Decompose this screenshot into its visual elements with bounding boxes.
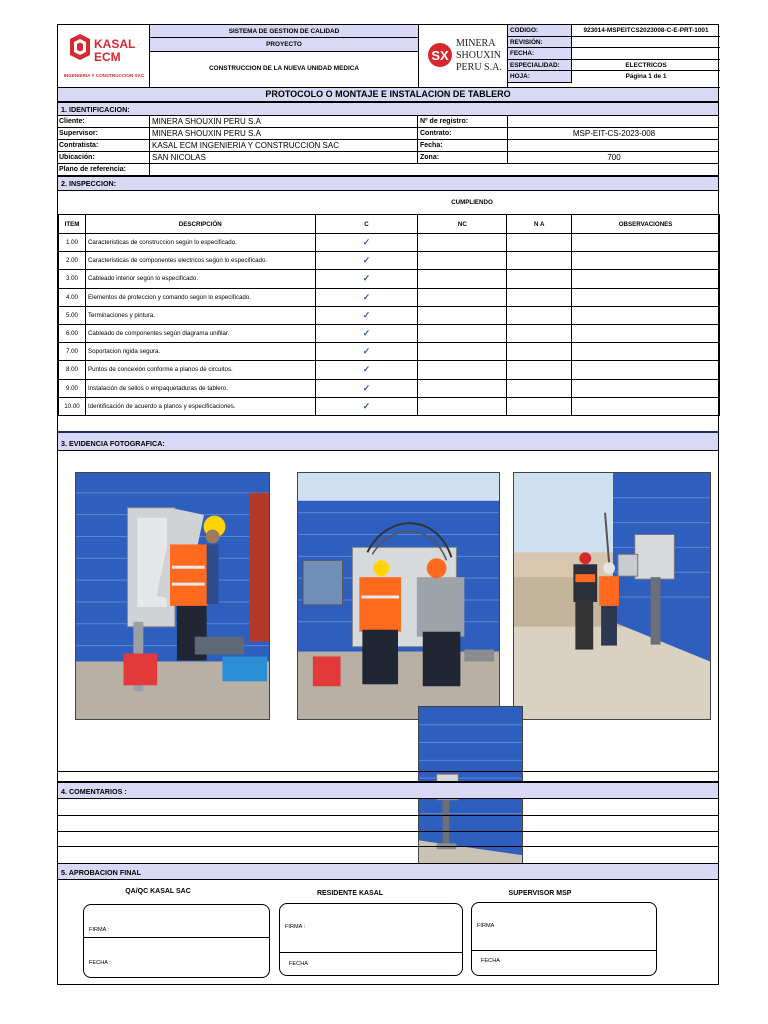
check-c[interactable] <box>315 324 418 342</box>
shouxin-logo-line3: PERU S.A. <box>456 62 502 73</box>
check-c[interactable] <box>315 288 418 306</box>
checkmark-icon: ✓ <box>362 291 371 302</box>
id-label2: Fecha: <box>418 140 508 151</box>
signature-box-residente[interactable] <box>279 903 463 976</box>
meta-date-label: FECHA: <box>508 48 572 59</box>
minera-shouxin-logo <box>418 25 508 88</box>
cumpliendo-label: CUMPLIENDO <box>451 199 493 206</box>
observacion[interactable] <box>572 397 720 415</box>
kasal-logo <box>58 25 150 88</box>
item-number: 3.00 <box>59 270 86 288</box>
meta-date-value <box>572 48 720 59</box>
item-description: Cableado interior según lo especificado. <box>85 270 315 288</box>
item-description: Instalación de sellos o empaquetaduras de tablero. <box>85 379 315 397</box>
meta-revision-label: REVISIÓN: <box>508 37 572 48</box>
check-c[interactable] <box>315 270 418 288</box>
check-nc[interactable] <box>418 397 507 415</box>
check-na[interactable] <box>507 288 572 306</box>
check-nc[interactable] <box>418 306 507 324</box>
checkmark-icon: ✓ <box>362 255 371 266</box>
shouxin-logo-line1: MINERA <box>456 38 496 49</box>
check-nc[interactable] <box>418 288 507 306</box>
item-number: 10.00 <box>59 397 86 415</box>
inspection-header-row <box>59 215 720 234</box>
meta-specialty-label: ESPECIALIDAD: <box>508 60 572 71</box>
id-value2 <box>508 140 720 151</box>
col-nc: NC <box>418 215 507 234</box>
id-row-supervisor <box>58 128 718 140</box>
check-na[interactable] <box>507 306 572 324</box>
inspection-row <box>59 288 720 306</box>
signature-line <box>84 937 269 938</box>
comment-line-2 <box>58 816 718 832</box>
document-title: PROTOCOLO O MONTAJE E INSTALACION DE TABLERO <box>58 88 718 102</box>
id-value <box>150 164 720 175</box>
id-value: KASAL ECM INGENIERIA Y CONSTRUCCION SAC <box>150 140 418 151</box>
id-value: MINERA SHOUXIN PERU S.A <box>150 128 418 139</box>
kasal-cube-icon <box>70 34 90 60</box>
check-c[interactable] <box>315 379 418 397</box>
inspection-row <box>59 270 720 288</box>
firma-label: FIRMA : <box>285 924 306 930</box>
section-inspeccion-heading: 2. INSPECCION: <box>58 176 718 191</box>
id-value2: 700 <box>607 153 621 162</box>
meta-code-value: 923014-MSPEITCS2023008-C-E-PRT-1001 <box>583 27 709 34</box>
check-nc[interactable] <box>418 234 507 252</box>
id-value2 <box>508 116 720 127</box>
comment-line-3 <box>58 832 718 847</box>
observacion[interactable] <box>572 288 720 306</box>
shouxin-logo-line2: SHOUXIN <box>456 50 501 61</box>
inspection-row <box>59 234 720 252</box>
meta-sheet-value: Página 1 de 1 <box>625 73 667 80</box>
evidence-photo-1 <box>75 472 270 720</box>
meta-revision-value <box>572 37 720 48</box>
section-evidencia-heading: 3. EVIDENCIA FOTOGRAFICA: <box>58 431 718 451</box>
col-na: N A <box>507 215 572 234</box>
observacion[interactable] <box>572 379 720 397</box>
inspection-row <box>59 252 720 270</box>
id-label2: Contrato: <box>418 128 508 139</box>
check-na[interactable] <box>507 234 572 252</box>
check-na[interactable] <box>507 343 572 361</box>
checkmark-icon: ✓ <box>362 273 371 284</box>
item-description: Identificación de acuerdo a planos y especificaciones. <box>85 397 315 415</box>
id-value: SAN NICOLAS <box>150 152 418 163</box>
id-row-contratista <box>58 140 718 152</box>
comment-line-1 <box>58 799 718 816</box>
col-item: ITEM <box>59 215 86 234</box>
checkmark-icon: ✓ <box>362 328 371 339</box>
inspection-row <box>59 361 720 379</box>
meta-sheet-label: HOJA: <box>508 71 572 83</box>
item-number: 5.00 <box>59 306 86 324</box>
check-c[interactable] <box>315 234 418 252</box>
fecha-label: FECHA <box>481 958 500 964</box>
id-value: MINERA SHOUXIN PERU S.A <box>150 116 418 127</box>
id-label: Ubicación: <box>58 152 150 163</box>
signature-box-supervisor[interactable] <box>471 902 657 976</box>
check-na[interactable] <box>507 397 572 415</box>
col-observaciones: OBSERVACIONES <box>572 215 720 234</box>
checkmark-icon: ✓ <box>362 400 371 411</box>
col-descripcion: DESCRIPCIÓN <box>85 215 315 234</box>
check-nc[interactable] <box>418 252 507 270</box>
id-label: Plano de referencia: <box>58 164 150 175</box>
id-label2: Zona: <box>418 152 508 163</box>
item-number: 4.00 <box>59 288 86 306</box>
firma-label: FIRMA : <box>89 927 110 933</box>
evidence-photo-3 <box>513 472 711 720</box>
protocol-form <box>57 24 719 985</box>
item-description: Cableado de componentes según diagrama unifilar. <box>85 324 315 342</box>
check-c[interactable] <box>315 343 418 361</box>
observacion[interactable] <box>572 343 720 361</box>
item-number: 7.00 <box>59 343 86 361</box>
kasal-tagline: INGENIERIA Y CONSTRUCCION SAC <box>63 73 145 78</box>
fecha-label: FECHA : <box>89 960 111 966</box>
check-c[interactable] <box>315 252 418 270</box>
signer-qaqc-title: QA/QC KASAL SAC <box>125 888 191 895</box>
section-aprobacion-heading: 5. APROBACION FINAL <box>58 863 718 880</box>
id-row-cliente <box>58 116 718 128</box>
item-number: 6.00 <box>59 324 86 342</box>
observacion[interactable] <box>572 234 720 252</box>
check-nc[interactable] <box>418 270 507 288</box>
item-description: Caracteristicas de componentes electricos según lo especificado. <box>85 252 315 270</box>
check-nc[interactable] <box>418 324 507 342</box>
blank-row <box>58 771 718 782</box>
inspection-row <box>59 324 720 342</box>
item-number: 8.00 <box>59 361 86 379</box>
signer-supervisor-title: SUPERVISOR MSP <box>508 890 572 897</box>
check-c[interactable] <box>315 361 418 379</box>
signature-line <box>280 952 462 953</box>
project-label: PROYECTO <box>150 38 418 52</box>
item-number: 1.00 <box>59 234 86 252</box>
observacion[interactable] <box>572 324 720 342</box>
id-row-ubicacion <box>58 152 718 164</box>
inspection-row <box>59 397 720 415</box>
evidence-photo-2 <box>297 472 500 720</box>
inspection-row <box>59 306 720 324</box>
check-na[interactable] <box>507 324 572 342</box>
signature-line <box>472 950 656 951</box>
check-c[interactable] <box>315 306 418 324</box>
header-center <box>150 25 418 88</box>
observacion[interactable] <box>572 306 720 324</box>
checkmark-icon: ✓ <box>362 237 371 248</box>
firma-label: FIRMA <box>477 923 495 929</box>
check-na[interactable] <box>507 361 572 379</box>
fecha-label: FECHA <box>289 961 308 967</box>
checkmark-icon: ✓ <box>362 364 371 375</box>
observacion[interactable] <box>572 270 720 288</box>
check-nc[interactable] <box>418 379 507 397</box>
observacion[interactable] <box>572 361 720 379</box>
signer-residente-title: RESIDENTE KASAL <box>316 890 384 897</box>
system-name: SISTEMA DE GESTION DE CALIDAD <box>150 25 418 38</box>
check-nc[interactable] <box>418 361 507 379</box>
id-value2: MSP-EIT-CS-2023-008 <box>572 129 656 138</box>
meta-specialty-value: ELECTRICOS <box>625 61 667 69</box>
checkmark-icon: ✓ <box>362 346 371 357</box>
item-number: 2.00 <box>59 252 86 270</box>
inspection-table <box>58 214 720 416</box>
check-na[interactable] <box>507 270 572 288</box>
inspection-body <box>59 234 720 416</box>
item-description: Terminaciones y pintura. <box>85 306 315 324</box>
inspection-row <box>59 379 720 397</box>
shouxin-emblem-icon <box>428 43 452 67</box>
checkmark-icon: ✓ <box>362 382 371 393</box>
check-na[interactable] <box>507 252 572 270</box>
document-meta <box>508 25 720 88</box>
checkmark-icon: ✓ <box>362 309 371 320</box>
id-label2: Nº de registro: <box>418 116 508 127</box>
observacion[interactable] <box>572 252 720 270</box>
meta-code-label: CODIGO: <box>508 25 572 36</box>
svg-text:SX: SX <box>431 48 449 63</box>
kasal-logo-line2: ECM <box>94 50 121 64</box>
inspection-row <box>59 343 720 361</box>
item-description: Soportacion rigida segura. <box>85 343 315 361</box>
kasal-logo-line1: KASAL <box>94 37 136 51</box>
section-comentarios-heading: 4. COMENTARIOS : <box>58 782 718 799</box>
id-label: Cliente: <box>58 116 150 127</box>
item-number: 9.00 <box>59 379 86 397</box>
id-row-plano <box>58 164 718 176</box>
id-label: Contratista: <box>58 140 150 151</box>
check-nc[interactable] <box>418 343 507 361</box>
signature-box-qaqc[interactable] <box>83 904 270 978</box>
check-c[interactable] <box>315 397 418 415</box>
check-na[interactable] <box>507 379 572 397</box>
project-name: CONSTRUCCION DE LA NUEVA UNIDAD MEDICA <box>209 65 359 72</box>
section-identificacion-heading: 1. IDENTIFICACION: <box>58 102 718 116</box>
item-description: Elementos de proteccion y comando según lo especificado. <box>85 288 315 306</box>
item-description: Caracteristicas de construccion según lo especificado. <box>85 234 315 252</box>
item-description: Puntos de concexión conforme a planos de circuitos. <box>85 361 315 379</box>
col-c: C <box>315 215 418 234</box>
id-label: Supervisor: <box>58 128 150 139</box>
